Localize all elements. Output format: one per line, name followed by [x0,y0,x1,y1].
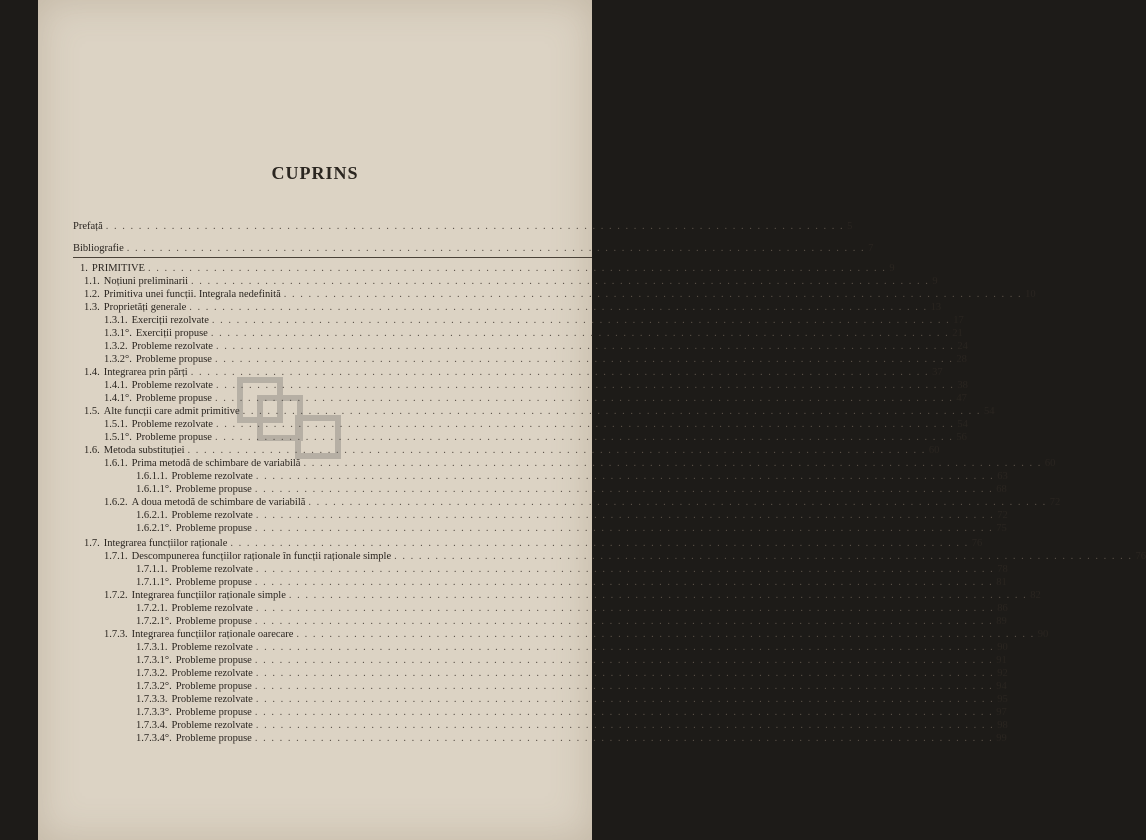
toc-entry-page: 99 [996,733,1007,744]
toc-front-preface [38,220,853,234]
toc-entry [38,693,1008,707]
toc-entry-title: Exerciții rezolvate [131,315,209,326]
dot-leader: . . . . . . . . . . . . . . . . . . . . . . . . . . . . . . . . . . . . . . . . . . . . . . . . . . . . . . . . . . . . . . . . . . . . . . . . . . . . . . . . . . . . . . . . . . [283,289,1023,300]
toc-entry-page: 37 [932,367,943,378]
toc-entry [38,431,967,445]
toc-entry-number: 1.7.2.1°. [136,616,172,627]
toc-entry-title: Probleme propuse [135,354,212,365]
toc-entry-number: 1.6. [84,445,100,456]
toc-entry-page: 78 [997,564,1008,575]
toc-entry [38,444,940,458]
dot-leader: . . . . . . . . . . . . . . . . . . . . . . . . . . . . . . . . . . . . . . . . . . . . . . . . . . . . . . . . . . . . . . . . . . . . . . . . . . . . . . . . . . . . . . . . . . [126,243,866,254]
toc-entry-number: 1.3.2. [104,341,128,352]
toc-entry-number: 1.7.3.2°. [136,681,172,692]
toc-entry-number: 1. [80,263,88,274]
toc-entry-number: 1.7.1.1°. [136,577,172,588]
toc-entry-page: 76 [1135,551,1146,562]
toc-entry-number: 1.7.3.4°. [136,733,172,744]
toc-entry [38,719,1008,733]
dot-leader: . . . . . . . . . . . . . . . . . . . . . . . . . . . . . . . . . . . . . . . . . . . . . . . . . . . . . . . . . . . . . . . . . . . . . . . . . . . . . . . . . . . . . . . . . . [254,616,994,627]
toc-entry-title: Probleme propuse [175,523,252,534]
toc-entry-page: 81 [996,577,1007,588]
dot-leader: . . . . . . . . . . . . . . . . . . . . . . . . . . . . . . . . . . . . . . . . . . . . . . . . . . . . . . . . . . . . . . . . . . . . . . . . . . . . . . . . . . . . . . . . . . [187,445,926,456]
toc-entry [38,483,1007,497]
toc-entry-page: 9 [932,276,938,287]
toc-entry [38,615,1007,629]
dot-leader: . . . . . . . . . . . . . . . . . . . . . . . . . . . . . . . . . . . . . . . . . . . . . . . . . . . . . . . . . . . . . . . . . . . . . . . . . . . . . . . . . . . . . . . . . . [211,315,951,326]
dot-leader: . . . . . . . . . . . . . . . . . . . . . . . . . . . . . . . . . . . . . . . . . . . . . . . . . . . . . . . . . . . . . . . . . . . . . . . . . . . . . . . . . . . . . . . . . . [303,458,1042,469]
dot-leader: . . . . . . . . . . . . . . . . . . . . . . . . . . . . . . . . . . . . . . . . . . . . . . . . . . . . . . . . . . . . . . . . . . . . . . . . . . . . . . . . . . . . . . . . . . [215,380,955,391]
toc-entry-page: 7 [868,243,874,254]
toc-entry-title: Probleme rezolvate [171,603,253,614]
toc-entry-page: 10 [1025,289,1036,300]
toc-entry [38,457,1056,471]
toc-entry-page: 38 [957,380,968,391]
toc-entry-number: 1.6.1.1. [136,471,168,482]
dot-leader: . . . . . . . . . . . . . . . . . . . . . . . . . . . . . . . . . . . . . . . . . . . . . . . . . . . . . . . . . . . . . . . . . . . . . . . . . . . . . . . . . . . . . . . . . . [254,655,994,666]
toc-entry [38,418,968,432]
dot-leader: . . . . . . . . . . . . . . . . . . . . . . . . . . . . . . . . . . . . . . . . . . . . . . . . . . . . . . . . . . . . . . . . . . . . . . . . . . . . . . . . . . . . . . . . . . [254,523,994,534]
toc-entry-number: 1.3. [84,302,100,313]
toc-entry-page: 54 [984,406,995,417]
toc-entry-page: 54 [957,419,968,430]
dot-leader: . . . . . . . . . . . . . . . . . . . . . . . . . . . . . . . . . . . . . . . . . . . . . . . . . . . . . . . . . . . . . . . . . . . . . . . . . . . . . . . . . . . . . . . . . . [214,432,954,443]
toc-entry-number: 1.3.1. [104,315,128,326]
toc-entry-title: Descompunerea funcțiilor raționale în funcții raționale simple [131,551,392,562]
toc-entry [38,654,1007,668]
dot-leader: . . . . . . . . . . . . . . . . . . . . . . . . . . . . . . . . . . . . . . . . . . . . . . . . . . . . . . . . . . . . . . . . . . . . . . . . . . . . . . . . . . . . . . . . . . [215,419,955,430]
toc-entry [38,641,1008,655]
toc-entry-page: 28 [956,354,967,365]
toc-entry [38,522,1007,536]
toc-entry [38,314,964,328]
toc-entry-page: 5 [847,221,853,232]
toc-entry-page: 47 [956,393,967,404]
toc-entry [38,392,967,406]
page-title: CUPRINS [271,163,359,183]
toc-entry-title: Noțiuni preliminarii [103,276,189,287]
dot-leader: . . . . . . . . . . . . . . . . . . . . . . . . . . . . . . . . . . . . . . . . . . . . . . . . . . . . . . . . . . . . . . . . . . . . . . . . . . . . . . . . . . . . . . . . . . [255,694,995,705]
dot-leader: . . . . . . . . . . . . . . . . . . . . . . . . . . . . . . . . . . . . . . . . . . . . . . . . . . . . . . . . . . . . . . . . . . . . . . . . . . . . . . . . . . . . . . . . . . [296,629,1035,640]
toc-entry-title: Bibliografie [73,243,124,254]
dot-leader: . . . . . . . . . . . . . . . . . . . . . . . . . . . . . . . . . . . . . . . . . . . . . . . . . . . . . . . . . . . . . . . . . . . . . . . . . . . . . . . . . . . . . . . . . . [255,642,995,653]
toc-entry [38,405,995,419]
toc-entry-page: 86 [997,603,1008,614]
toc-entry-page: 24 [957,341,968,352]
dot-leader: . . . . . . . . . . . . . . . . . . . . . . . . . . . . . . . . . . . . . . . . . . . . . . . . . . . . . . . . . . . . . . . . . . . . . . . . . . . . . . . . . . . . . . . . . . [308,497,1047,508]
toc-entry-page: 21 [952,328,963,339]
toc-entry-page: 76 [971,538,983,549]
toc-entry [38,301,942,315]
toc-entry-number: 1.7. [84,538,100,549]
toc-entry-number: 1.6.2.1°. [136,523,172,534]
toc-entry [38,509,1008,523]
dot-leader: . . . . . . . . . . . . . . . . . . . . . . . . . . . . . . . . . . . . . . . . . . . . . . . . . . . . . . . . . . . . . . . . . . . . . . . . . . . . . . . . . . . . . . . . . . [255,668,995,679]
toc-entry [38,667,1008,681]
toc-entry-title: Probleme rezolvate [171,720,253,731]
dot-leader: . . . . . . . . . . . . . . . . . . . . . . . . . . . . . . . . . . . . . . . . . . . . . . . . . . . . . . . . . . . . . . . . . . . . . . . . . . . . . . . . . . . . . . . . . . [394,551,1133,562]
toc-entry-number: 1.6.2. [104,497,128,508]
toc-entry-title: Probleme rezolvate [171,642,253,653]
toc-entry-number: 1.6.1. [104,458,128,469]
dot-leader: . . . . . . . . . . . . . . . . . . . . . . . . . . . . . . . . . . . . . . . . . . . . . . . . . . . . . . . . . . . . . . . . . . . . . . . . . . . . . . . . . . . . . . . . . . [210,328,950,339]
toc-entry-number: 1.7.3.3. [136,694,168,705]
dot-leader: . . . . . . . . . . . . . . . . . . . . . . . . . . . . . . . . . . . . . . . . . . . . . . . . . . . . . . . . . . . . . . . . . . . . . . . . . . . . . . . . . . . . . . . . . . [255,603,995,614]
toc-entry-number: 1.7.3.3°. [136,707,172,718]
toc-entry-number: 1.7.3.1. [136,642,168,653]
toc-entry-page: 72 [1049,497,1061,508]
toc-entry-title: Probleme propuse [175,484,252,495]
toc-entry-number: 1.3.1°. [104,328,132,339]
toc-entry-title: Probleme rezolvate [171,510,253,521]
dot-leader: . . . . . . . . . . . . . . . . . . . . . . . . . . . . . . . . . . . . . . . . . . . . . . . . . . . . . . . . . . . . . . . . . . . . . . . . . . . . . . . . . . . . . . . . . . [191,276,930,287]
toc-entry-page: 60 [928,445,940,456]
toc-entry-title: Probleme rezolvate [171,471,253,482]
dot-leader: . . . . . . . . . . . . . . . . . . . . . . . . . . . . . . . . . . . . . . . . . . . . . . . . . . . . . . . . . . . . . . . . . . . . . . . . . . . . . . . . . . . . . . . . . . [214,393,954,404]
toc-entry-title: Integrarea funcțiilor raționale simple [131,590,286,601]
toc-entry-number: 1.7.1. [104,551,128,562]
toc-entry-number: 1.3.2°. [104,354,132,365]
toc-entry-title: Metoda substituției [103,445,185,456]
dot-leader: . . . . . . . . . . . . . . . . . . . . . . . . . . . . . . . . . . . . . . . . . . . . . . . . . . . . . . . . . . . . . . . . . . . . . . . . . . . . . . . . . . . . . . . . . . [254,733,994,744]
toc-entry [38,288,1036,302]
toc-entry-number: 1.4.1. [104,380,128,391]
toc-entry [38,379,968,393]
toc-entry [38,327,963,341]
toc-entry-page: 13 [930,302,942,313]
toc-entry [38,470,1008,484]
toc-entry-title: Prefață [73,221,103,232]
toc-entry-page: 75 [996,523,1007,534]
toc-entry-number: 1.5.1°. [104,432,132,443]
book-page [38,0,1146,840]
toc-entry-title: Probleme rezolvate [131,341,213,352]
separator-rule [73,257,592,258]
toc-entry-title: Probleme propuse [175,616,252,627]
toc-entry-number: 1.7.2.1. [136,603,168,614]
dot-leader: . . . . . . . . . . . . . . . . . . . . . . . . . . . . . . . . . . . . . . . . . . . . . . . . . . . . . . . . . . . . . . . . . . . . . . . . . . . . . . . . . . . . . . . . . . [230,538,969,549]
dot-leader: . . . . . . . . . . . . . . . . . . . . . . . . . . . . . . . . . . . . . . . . . . . . . . . . . . . . . . . . . . . . . . . . . . . . . . . . . . . . . . . . . . . . . . . . . . [189,302,928,313]
toc-entry-title: Probleme propuse [175,681,252,692]
toc-entry-number: 1.6.2.1. [136,510,168,521]
toc-entry-title: Integrarea prin părți [103,367,188,378]
dot-leader: . . . . . . . . . . . . . . . . . . . . . . . . . . . . . . . . . . . . . . . . . . . . . . . . . . . . . . . . . . . . . . . . . . . . . . . . . . . . . . . . . . . . . . . . . . [215,341,955,352]
toc-entry-title: Probleme propuse [175,655,252,666]
toc-entry-number: 1.6.1.1°. [136,484,172,495]
toc-entry-number: 1.4.1°. [104,393,132,404]
toc-entry-title: PRIMITIVE [91,263,145,274]
toc-entry-page: 89 [996,616,1007,627]
toc-entry [38,275,938,289]
dot-leader: . . . . . . . . . . . . . . . . . . . . . . . . . . . . . . . . . . . . . . . . . . . . . . . . . . . . . . . . . . . . . . . . . . . . . . . . . . . . . . . . . . . . . . . . . . [254,484,994,495]
toc-entry-page: 92 [997,668,1008,679]
dot-leader: . . . . . . . . . . . . . . . . . . . . . . . . . . . . . . . . . . . . . . . . . . . . . . . . . . . . . . . . . . . . . . . . . . . . . . . . . . . . . . . . . . . . . . . . . . [105,221,845,232]
toc-entry-page: 90 [997,642,1008,653]
toc-entry-title: Probleme rezolvate [171,668,253,679]
toc-entry-title: Exerciții propuse [135,328,208,339]
toc-entry [38,706,1007,720]
toc-entry-title: Probleme propuse [175,707,252,718]
toc-entry-title: A doua metodă de schimbare de variabilă [131,497,306,508]
toc-entry-page: 63 [997,471,1008,482]
dot-leader: . . . . . . . . . . . . . . . . . . . . . . . . . . . . . . . . . . . . . . . . . . . . . . . . . . . . . . . . . . . . . . . . . . . . . . . . . . . . . . . . . . . . . . . . . . [190,367,930,378]
toc-entry-title: Alte funcții care admit primitive [103,406,240,417]
toc-entry-title: Probleme rezolvate [131,419,213,430]
toc-entry-title: Probleme rezolvate [131,380,213,391]
toc-entry [38,537,983,551]
toc-entry-title: Integrarea funcțiilor raționale oarecare [131,629,294,640]
toc-entry-title: Probleme propuse [135,432,212,443]
toc-front-bibliography [38,242,874,256]
toc-entry-page: 94 [996,681,1007,692]
toc-entry [38,496,1061,510]
toc-entry-page: 9 [889,263,895,274]
toc-entry-number: 1.5. [84,406,100,417]
toc-entry-number: 1.7.3.1°. [136,655,172,666]
dot-leader: . . . . . . . . . . . . . . . . . . . . . . . . . . . . . . . . . . . . . . . . . . . . . . . . . . . . . . . . . . . . . . . . . . . . . . . . . . . . . . . . . . . . . . . . . . [255,720,995,731]
toc-entry [38,366,943,380]
toc-entry [38,262,895,276]
toc-entry-title: Prima metodă de schimbare de variabilă [131,458,301,469]
toc-entry [38,732,1007,746]
dot-leader: . . . . . . . . . . . . . . . . . . . . . . . . . . . . . . . . . . . . . . . . . . . . . . . . . . . . . . . . . . . . . . . . . . . . . . . . . . . . . . . . . . . . . . . . . . [214,354,954,365]
dot-leader: . . . . . . . . . . . . . . . . . . . . . . . . . . . . . . . . . . . . . . . . . . . . . . . . . . . . . . . . . . . . . . . . . . . . . . . . . . . . . . . . . . . . . . . . . . [288,590,1028,601]
toc-entry-title: Probleme propuse [175,733,252,744]
table-of-contents [38,0,1146,840]
toc-entry [38,680,1007,694]
dot-leader: . . . . . . . . . . . . . . . . . . . . . . . . . . . . . . . . . . . . . . . . . . . . . . . . . . . . . . . . . . . . . . . . . . . . . . . . . . . . . . . . . . . . . . . . . . [254,577,994,588]
toc-entry [38,353,967,367]
toc-entry [38,589,1041,603]
toc-entry-page: 72 [997,510,1008,521]
toc-entry-page: 90 [1037,629,1049,640]
toc-entry-title: Primitiva unei funcții. Integrala nedefinită [103,289,281,300]
toc-entry [38,576,1007,590]
toc-entry-number: 1.2. [84,289,100,300]
dot-leader: . . . . . . . . . . . . . . . . . . . . . . . . . . . . . . . . . . . . . . . . . . . . . . . . . . . . . . . . . . . . . . . . . . . . . . . . . . . . . . . . . . . . . . . . . . [255,510,995,521]
toc-entry-number: 1.7.2. [104,590,128,601]
toc-entry-page: 95 [997,694,1008,705]
toc-entry-number: 1.1. [84,276,100,287]
toc-entry-title: Integrarea funcțiilor raționale [103,538,228,549]
toc-entry-page: 91 [996,655,1007,666]
toc-entry-title: Proprietăți generale [103,302,187,313]
toc-entry-title: Probleme rezolvate [171,564,253,575]
toc-entry-number: 1.7.3. [104,629,128,640]
toc-entry-number: 1.4. [84,367,100,378]
toc-entry-title: Probleme propuse [135,393,212,404]
toc-entry-title: Probleme propuse [175,577,252,588]
toc-entry-number: 1.7.3.2. [136,668,168,679]
dot-leader: . . . . . . . . . . . . . . . . . . . . . . . . . . . . . . . . . . . . . . . . . . . . . . . . . . . . . . . . . . . . . . . . . . . . . . . . . . . . . . . . . . . . . . . . . . [255,471,995,482]
toc-entry-page: 82 [1030,590,1041,601]
toc-entry [38,563,1008,577]
dot-leader: . . . . . . . . . . . . . . . . . . . . . . . . . . . . . . . . . . . . . . . . . . . . . . . . . . . . . . . . . . . . . . . . . . . . . . . . . . . . . . . . . . . . . . . . . . [147,263,887,274]
dot-leader: . . . . . . . . . . . . . . . . . . . . . . . . . . . . . . . . . . . . . . . . . . . . . . . . . . . . . . . . . . . . . . . . . . . . . . . . . . . . . . . . . . . . . . . . . . [254,707,994,718]
toc-entry-number: 1.7.3.4. [136,720,168,731]
dot-leader: . . . . . . . . . . . . . . . . . . . . . . . . . . . . . . . . . . . . . . . . . . . . . . . . . . . . . . . . . . . . . . . . . . . . . . . . . . . . . . . . . . . . . . . . . . [242,406,981,417]
toc-entry-page: 98 [997,720,1008,731]
toc-entry-page: 56 [956,432,967,443]
toc-entry [38,550,1146,564]
toc-entry-page: 97 [996,707,1007,718]
toc-entry [38,628,1049,642]
toc-entry-number: 1.5.1. [104,419,128,430]
toc-entry [38,340,968,354]
dot-leader: . . . . . . . . . . . . . . . . . . . . . . . . . . . . . . . . . . . . . . . . . . . . . . . . . . . . . . . . . . . . . . . . . . . . . . . . . . . . . . . . . . . . . . . . . . [254,681,994,692]
dot-leader: . . . . . . . . . . . . . . . . . . . . . . . . . . . . . . . . . . . . . . . . . . . . . . . . . . . . . . . . . . . . . . . . . . . . . . . . . . . . . . . . . . . . . . . . . . [255,564,995,575]
toc-entry-page: 60 [1044,458,1056,469]
toc-entry [38,602,1008,616]
toc-entry-number: 1.7.1.1. [136,564,168,575]
toc-entry-title: Probleme rezolvate [171,694,253,705]
toc-entry-page: 68 [996,484,1007,495]
toc-entry-page: 17 [953,315,964,326]
